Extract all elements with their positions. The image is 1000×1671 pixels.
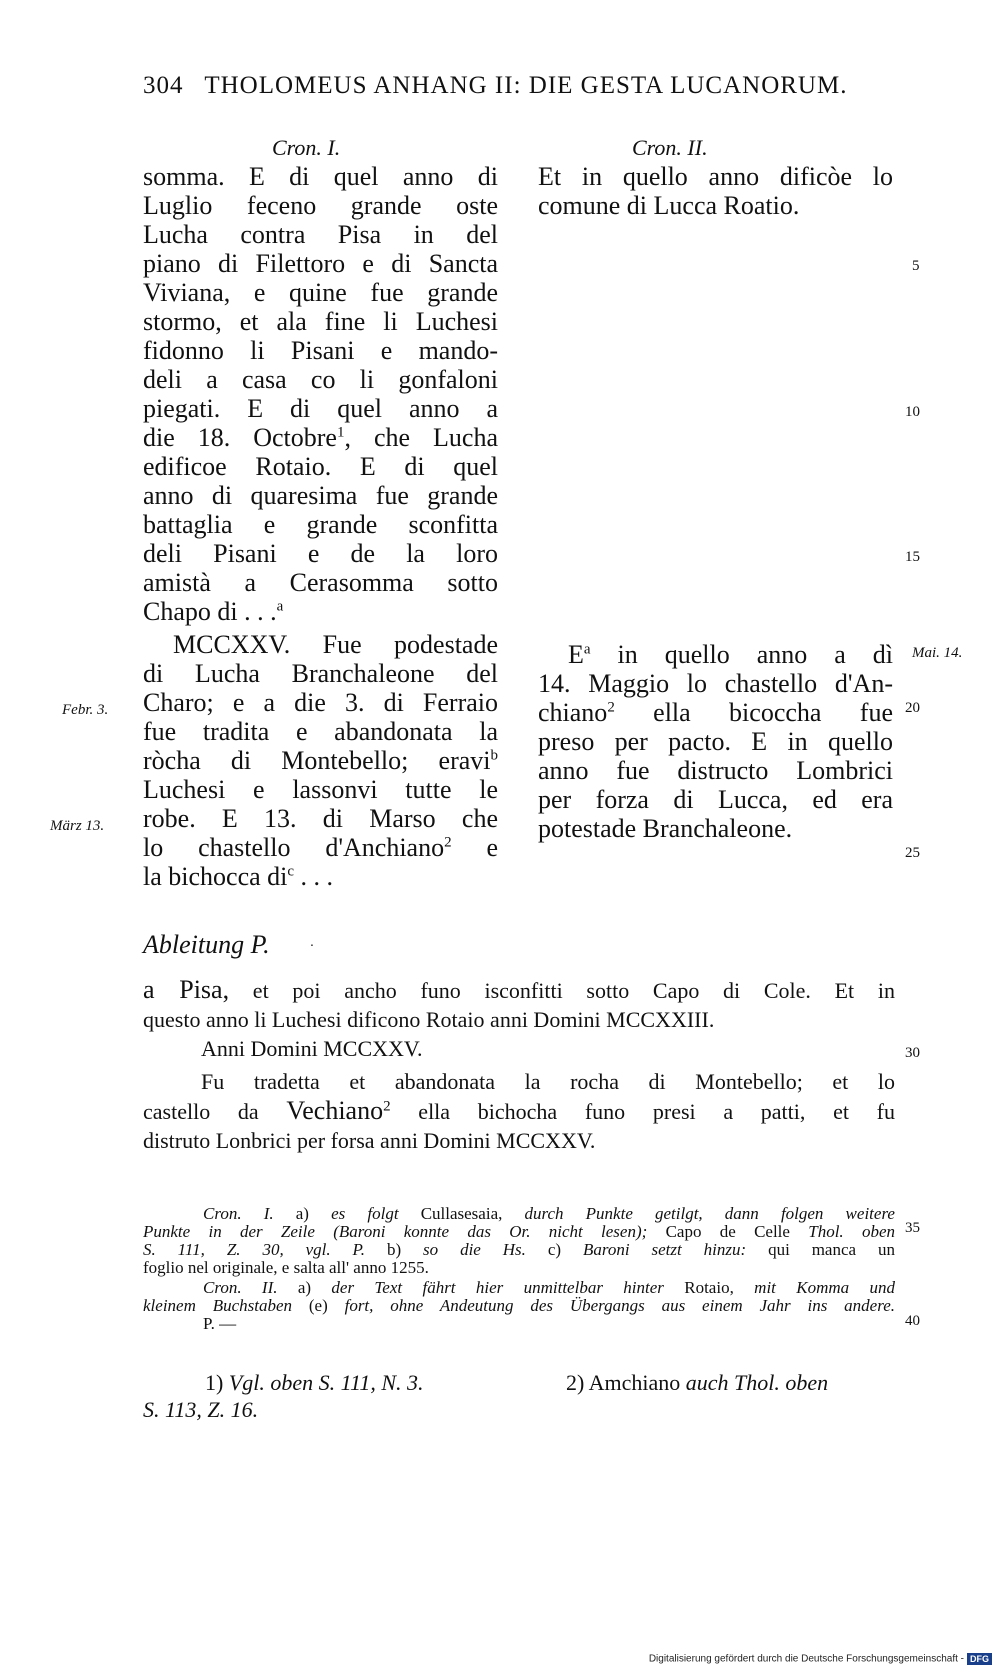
text-line: MCCXXV. Fue podestade (173, 630, 498, 659)
line-number: 10 (905, 404, 920, 420)
ableitung-text (143, 975, 895, 1155)
note-line: Punkte in der Zeile (Baroni konnte das Or. nicht lesen); Capo de Celle Thol. oben (143, 1222, 895, 1241)
text-line: di Lucha Branchaleone del (143, 659, 498, 688)
footnote-ref: b (490, 747, 498, 764)
text-line: per forza di Lucca, ed era (538, 785, 893, 814)
text-line: potestade Branchaleone. (538, 814, 793, 843)
text-line: robe. E 13. di Marso che (143, 804, 498, 833)
text-line: la bichocca $di^c$ . . . (143, 862, 334, 891)
footnote-ref: a (276, 598, 284, 615)
line-number: 40 (905, 1313, 920, 1329)
note-line: Cron. II. a) der Text fährt hier unmittelbar hinter Rotaio, mit Komma und (203, 1278, 895, 1297)
text-line: edificoe Rotaio. E di quel (143, 452, 498, 481)
text-line: comune di Lucca Roatio. (538, 191, 800, 220)
text-line: preso per pacto. E in quello (538, 727, 893, 756)
line-number: 15 (905, 549, 920, 565)
text-line: piano di Filettoro e di Sancta (143, 249, 498, 278)
text-line: distruto Lonbrici per forsa anni Domini MCCXXV. (143, 1128, 596, 1153)
note-line: P. — (203, 1314, 237, 1333)
text-line: stormo, et ala fine li Luchesi (143, 307, 498, 336)
column-cron-2-continued (538, 640, 893, 843)
footnote-1-continued: S. 113, Z. 16. (143, 1397, 259, 1422)
note-line: S. 111, Z. 30, vgl. P. b) so die Hs. c) Baroni setzt hinzu: qui manca un (143, 1240, 895, 1259)
footnote-ref: a (583, 641, 591, 658)
line-number: 5 (912, 258, 920, 274)
footnote-ref: 2 (607, 699, 615, 716)
text-line: fue tradita e abandonata la (143, 717, 498, 746)
column-title-cron-2: Cron. II. (632, 135, 708, 160)
line-number: 35 (905, 1220, 920, 1236)
note-line: Cron. I. a) es folgt Cullasesaia, durch Punkte getilgt, dann folgen weitere (203, 1204, 895, 1223)
digitization-credit: Digitalisierung gefördert durch die Deutsche Forschungsgemeinschaft - DFG (649, 1653, 992, 1665)
dfg-logo: DFG (967, 1653, 992, 1665)
text-line: somma. E di quel anno di (143, 162, 498, 191)
footnote-ref: c (287, 863, 295, 880)
running-title: THOLOMEUS ANHANG II: DIE GESTA LUCANORUM. (204, 72, 848, 99)
text-line: Lucha contra Pisa in del (143, 220, 498, 249)
text-line: Anni Domini MCCXXV. (201, 1036, 423, 1061)
text-line: deli Pisani e de la loro (143, 539, 498, 568)
note-line: kleinem Buchstaben (e) fort, ohne Andeutung des Übergangs aus einem Jahr ins andere. (143, 1296, 895, 1315)
text-line: Chapo di . . .$^a$ (143, 597, 284, 626)
note-line: foglio nel originale, e salta all' anno 1255. (143, 1258, 429, 1277)
text-line: a Pisa, et poi ancho funo isconfitti sotto Capo di Cole. Et in (143, 975, 895, 1004)
text-line: lo chastello d'Anchiano$^2$ e (143, 833, 498, 862)
text-line: castello da Vechiano$^2$ ella bichocha funo presi a patti, et fu (143, 1096, 895, 1125)
text-line: fidonno li Pisani e mando- (143, 336, 498, 365)
footnote-ref: 2 (444, 834, 452, 851)
critical-apparatus (143, 1205, 895, 1333)
text-line: 14. Maggio lo chastello d'An- (538, 669, 893, 698)
text-line: piegati. E di quel anno a (143, 394, 498, 423)
margin-date-maerz: März 13. (50, 818, 105, 834)
text-line: $E^a$ in quello anno a dì (568, 640, 893, 669)
line-number: 25 (905, 845, 920, 861)
text-line: Viviana, e quine fue grande (143, 278, 498, 307)
page-number: 304 (143, 72, 184, 99)
text-line: ròcha di Montebello; eravi$^b$ (143, 746, 498, 775)
line-number: 20 (905, 700, 920, 716)
text-line: deli a casa co li gonfaloni (143, 365, 498, 394)
footnote-2: 2) Amchiano auch Thol. oben (566, 1370, 829, 1395)
section-heading-ableitung: Ableitung P. · (143, 930, 315, 959)
text-line: amistà a Cerasomma sotto (143, 568, 498, 597)
footnote-1: 1) Vgl. oben S. 111, N. 3. (205, 1370, 424, 1395)
text-line: Luglio feceno grande oste (143, 191, 498, 220)
text-line: die 18. Octobre$^1$, che Lucha (143, 423, 498, 452)
text-line: anno fue distructo Lombrici (538, 756, 893, 785)
text-line: anno di quaresima fue grande (143, 481, 498, 510)
margin-date-mai: Mai. 14. (912, 645, 963, 661)
column-cron-1 (143, 162, 498, 891)
line-number: 30 (905, 1045, 920, 1061)
text-line: chiano$^2$ ella bicoccha fue (538, 698, 893, 727)
running-header (143, 72, 883, 100)
text-line: Fu tradetta et abandonata la rocha di Montebello; et lo (201, 1069, 895, 1094)
column-title-cron-1: Cron. I. (272, 135, 341, 160)
footnote-ref: 1 (336, 424, 345, 441)
margin-date-febr: Febr. 3. (62, 702, 109, 718)
text-line: Et in quello anno dificòe lo (538, 162, 893, 191)
text-line: questo anno li Luchesi dificono Rotaio anni Domini MCCXXIII. (143, 1007, 715, 1032)
text-line: Charo; e a die 3. di Ferraio (143, 688, 498, 717)
text-line: battaglia e grande sconfitta (143, 510, 498, 539)
column-cron-2 (538, 162, 893, 220)
text-line: Luchesi e lassonvi tutte le (143, 775, 498, 804)
